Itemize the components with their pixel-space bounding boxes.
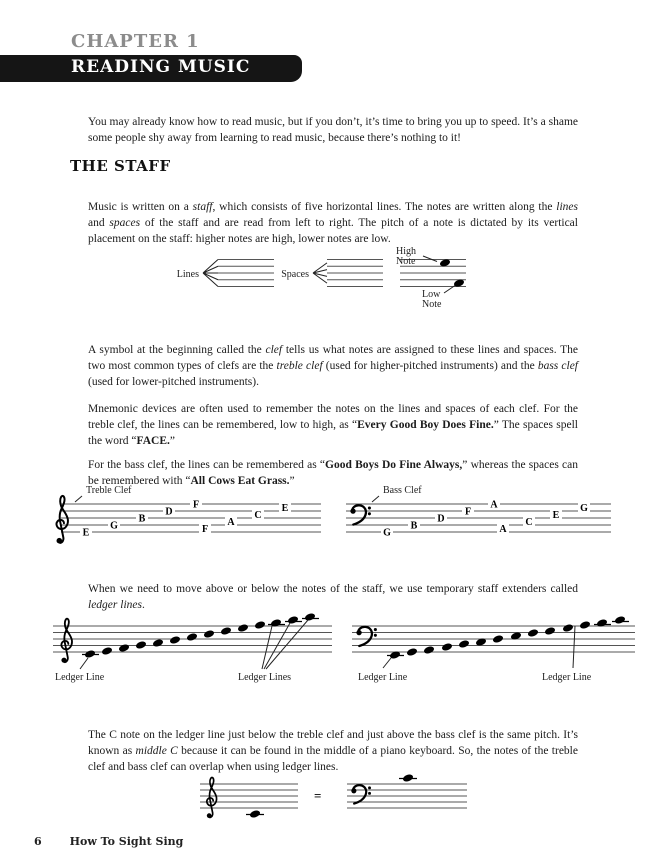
svg-text:D: D [437,513,445,525]
middle-c-treble-staff [200,777,298,818]
ledger-lines-diagram [28,608,640,686]
svg-text:A: A [227,517,235,528]
svg-text:C: C [525,517,533,528]
lines-spaces-diagram [160,244,480,320]
bass-clef-icon [351,785,371,803]
svg-text:B: B [410,520,418,532]
bass-letter-staff [346,485,611,539]
paragraph-intro: You may already know how to read music, but if you don’t, it’s time to bring you up to speed. It’s a shame some people shy away from learning to read music, because there’s nothing to it! [88,115,578,144]
spaces-arrows [313,263,327,283]
svg-text:E: E [82,527,90,539]
svg-text:G: G [110,520,118,532]
svg-text:G: G [580,503,588,514]
page-number: 6 [34,835,42,848]
chapter-title-bar [0,55,302,82]
middle-c-note [402,773,414,783]
paragraph-middle-c: The C note on the ledger line just below the treble clef and just above the bass clef is the same pitch. It’s known as middle C because it can be found in the middle of a piano keyboard. So, the notes of the treble clef and bass clef can overlap when using ledger lines. [88,728,578,773]
bass-clef-icon [350,505,371,524]
svg-text:F: F [201,524,209,535]
treble-clef-label: Treble Clef [86,485,132,496]
page-footer [34,835,183,848]
svg-text:G: G [383,527,391,539]
treble-letters [80,500,291,539]
bass-clef-icon [356,627,377,646]
paragraph-mnemonic-bass: For the bass clef, the lines can be remembered as “Good Boys Do Fine Always,” whereas the spaces can be remembered with “All Cows Eat Grass.” [88,458,578,487]
treble-clef-arrow [75,496,82,502]
ledger-line-label-left: Ledger Line [358,672,408,683]
svg-text:F: F [192,499,200,511]
svg-text:C: C [254,510,262,521]
equals-sign: = [314,788,322,803]
svg-text:F: F [464,506,472,518]
paragraph-staff: Music is written on a staff, which consists of five horizontal lines. The notes are written along the lines and spaces of the staff and are read from left to right. The pitch of a note is dictated by its vertical placement on the staff: higher notes are high, lower notes are low. [88,200,579,245]
treble-letter-staff [57,485,321,543]
high-note-arrow [423,256,437,262]
ledger-line-arrow [383,658,391,668]
svg-text:A: A [499,524,507,535]
paragraph-ledger: When we need to move above or below the notes of the staff, we use temporary staff extenders called ledger lines. [88,582,578,611]
bass-letters [381,500,590,539]
chapter-label: CHAPTER 1 [71,31,200,52]
ledger-lines-arrows [262,620,308,669]
ledger-lines-label: Ledger Lines [238,672,292,683]
mini-staff-spaces [327,260,383,287]
middle-c-note [249,809,261,819]
svg-text:D: D [165,506,173,518]
ledger-line-label-right: Ledger Line [542,672,592,683]
paragraph-clef: A symbol at the beginning called the clef tells us what notes are assigned to these lines and spaces. The two most common types of clefs are the treble clef (used for higher-pitched instruments) and the bass clef (used for lower-pitched instruments). [88,343,578,388]
lines-arrows [203,260,218,287]
treble-clef-icon [61,619,72,663]
ledger-bass-staff [352,615,635,683]
paragraph-mnemonic-treble: Mnemonic devices are often used to remember the notes on the lines and spaces of each clef. For the treble clef, the lines can be remembered, low to high, as “Every Good Boy Does Fine.” The spaces spell the word “FACE.” [88,402,578,447]
low-note-label-1: Low [422,289,441,300]
low-note-label-2: Note [422,299,442,310]
svg-text:E: E [552,510,560,521]
svg-text:A: A [490,499,498,511]
mini-staff-lines [218,260,274,287]
bass-clef-label: Bass Clef [383,485,422,496]
note-letters-diagram [28,483,633,549]
svg-text:B: B [138,513,146,525]
svg-text:E: E [281,503,289,514]
treble-clef-icon [57,496,68,544]
high-note-label-2: Note [396,256,416,267]
middle-c-diagram [190,772,480,834]
lines-label: Lines [176,269,199,280]
section-heading: THE STAFF [70,157,171,175]
middle-c-bass-staff [347,773,467,808]
high-note-label-1: High [396,246,416,257]
bass-clef-arrow [372,496,379,502]
chapter-title: READING MUSIC [71,57,251,77]
book-title: How To Sight Sing [69,835,184,848]
ledger-line-label-left: Ledger Line [55,672,105,683]
ledger-line-arrow [80,658,88,669]
spaces-label: Spaces [281,269,309,280]
ledger-treble-staff [53,612,332,683]
